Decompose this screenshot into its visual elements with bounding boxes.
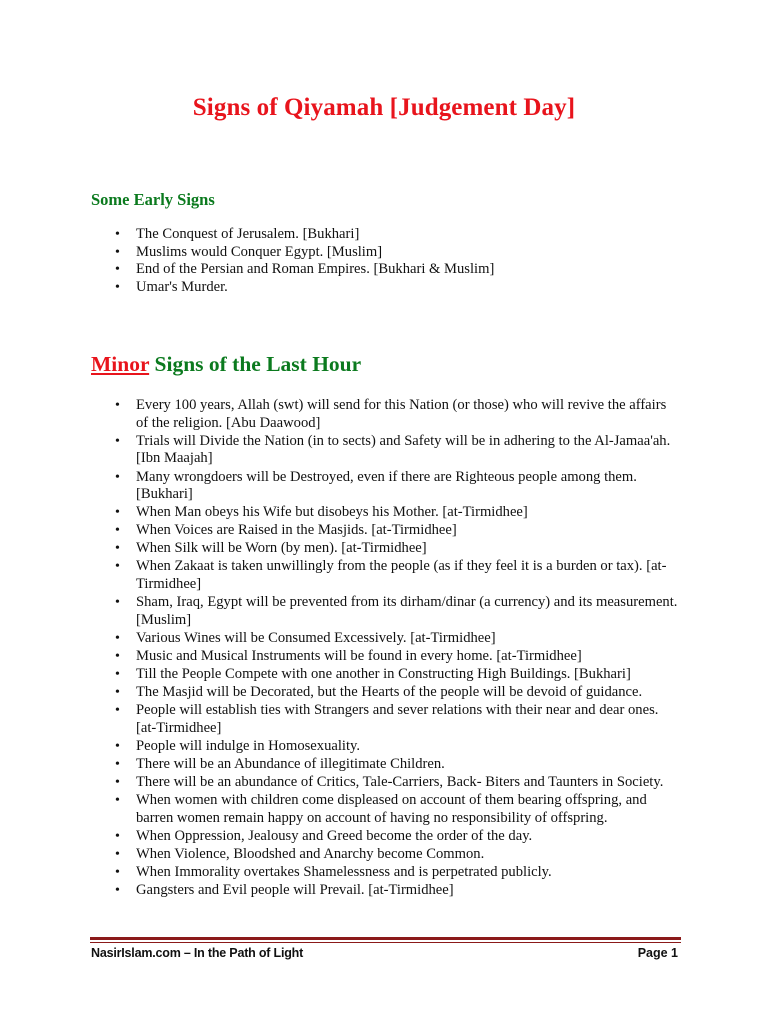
list-item: • There will be an Abundance of illegitimate Children. — [115, 756, 680, 774]
list-item: • Sham, Iraq, Egypt will be prevented from its dirham/dinar (a currency) and its measurement. [Muslim] — [115, 594, 680, 629]
list-item: • The Masjid will be Decorated, but the Hearts of the people will be devoid of guidance. — [115, 684, 680, 702]
list-item: • When Man obeys his Wife but disobeys his Mother. [at-Tirmidhee] — [115, 504, 680, 522]
minor-signs-list — [115, 397, 680, 900]
list-item: • When women with children come displeased on account of them bearing offspring, and barren women remain happy on account of having no responsibility of offspring. — [115, 792, 680, 827]
page-title: Signs of Qiyamah [Judgement Day] — [192, 94, 576, 121]
footer-page-number: Page 1 — [637, 946, 678, 960]
list-item: • When Violence, Bloodshed and Anarchy become Common. — [115, 846, 680, 864]
list-item: • When Immorality overtakes Shamelessness and is perpetrated publicly. — [115, 864, 680, 882]
list-item: • When Silk will be Worn (by men). [at-Tirmidhee] — [115, 540, 680, 558]
list-item: • When Zakaat is taken unwillingly from the people (as if they feel it is a burden or tax). [at-Tirmidhee] — [115, 558, 680, 593]
list-item: • Till the People Compete with one another in Constructing High Buildings. [Bukhari] — [115, 666, 680, 684]
minor-heading-rest: Signs of the Last Hour — [149, 352, 362, 376]
footer-divider-thin — [90, 942, 681, 943]
list-item: • Muslims would Conquer Egypt. [Muslim] — [115, 244, 680, 262]
list-item: • Many wrongdoers will be Destroyed, even if there are Righteous people among them. [Bukhari] — [115, 469, 680, 504]
list-item: • When Oppression, Jealousy and Greed become the order of the day. — [115, 828, 680, 846]
list-item: • People will indulge in Homosexuality. — [115, 738, 680, 756]
list-item: • Trials will Divide the Nation (in to sects) and Safety will be in adhering to the Al-Jamaa'ah. [Ibn Maajah] — [115, 433, 680, 468]
list-item: • Various Wines will be Consumed Excessively. [at-Tirmidhee] — [115, 630, 680, 648]
list-item: • There will be an abundance of Critics, Tale-Carriers, Back- Biters and Taunters in Society. — [115, 774, 680, 792]
list-item: • The Conquest of Jerusalem. [Bukhari] — [115, 226, 680, 244]
footer-divider — [90, 937, 681, 940]
list-item: • Music and Musical Instruments will be found in every home. [at-Tirmidhee] — [115, 648, 680, 666]
minor-heading-underlined: Minor — [91, 352, 150, 376]
list-item: • When Voices are Raised in the Masjids. [at-Tirmidhee] — [115, 522, 680, 540]
early-signs-heading: Some Early Signs — [91, 190, 215, 209]
list-item: • Every 100 years, Allah (swt) will send for this Nation (or those) who will revive the affairs of the religion. [Abu Daawood] — [115, 397, 680, 432]
early-signs-list — [115, 226, 680, 297]
list-item: • People will establish ties with Strangers and sever relations with their near and dear ones. [at-Tirmidhee] — [115, 702, 680, 737]
footer-site-name: NasirIslam.com – In the Path of Light — [91, 946, 304, 960]
list-item: • Gangsters and Evil people will Prevail. [at-Tirmidhee] — [115, 882, 680, 900]
list-item: • Umar's Murder. — [115, 279, 680, 297]
minor-signs-heading — [91, 352, 361, 377]
list-item: • End of the Persian and Roman Empires. [Bukhari & Muslim] — [115, 261, 680, 279]
